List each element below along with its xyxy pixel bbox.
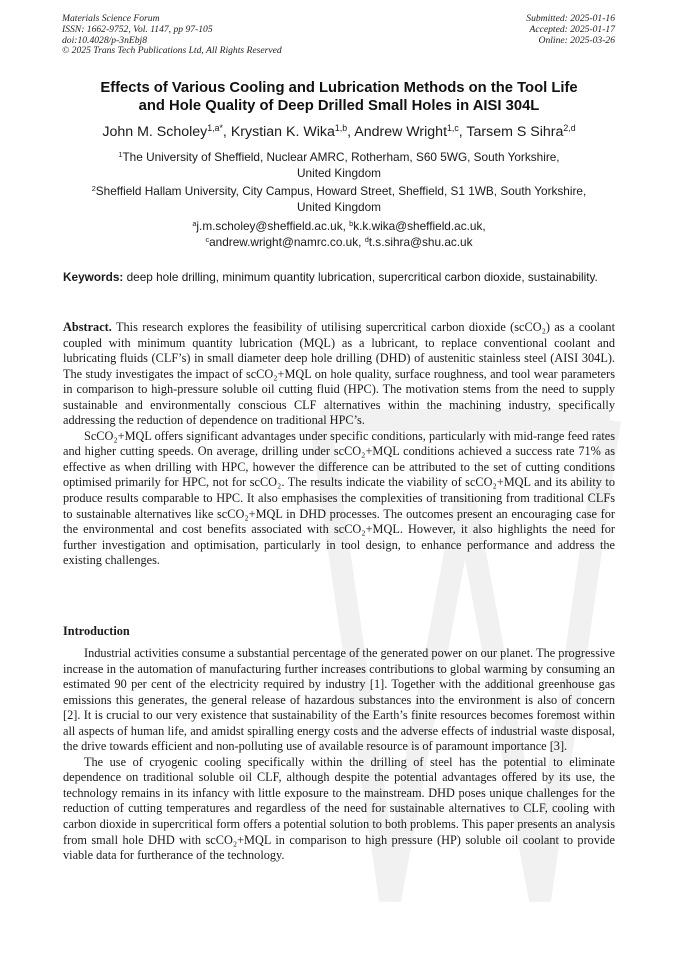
title-line-2: and Hole Quality of Deep Drilled Small Holes in AISI 304L (138, 97, 540, 114)
abstract-section (63, 320, 615, 569)
section-heading-introduction: Introduction (63, 624, 130, 638)
author-name: Tarsem S Sihra (466, 124, 564, 140)
email-link[interactable]: j.m.scholey@sheffield.ac.uk, (196, 219, 350, 233)
accepted-date: Accepted: 2025-01-17 (529, 23, 615, 35)
author-separator: , (347, 124, 355, 140)
introduction-section (63, 646, 615, 864)
abstract-text: This research explores the feasibility of utilising supercritical carbon dioxide (scCO₂) as a coolant coupled with minimum quantity lubrication (MQL) as a lubricant, to replace conventional coolant and lubricating fluids (CLF’s) in small diameter deep hole drilling (DHD) of austenitic stainless steel (AISI 304L). The study investigates the impact of scCO₂+MQL on hole quality, surface roughness, and tool wear parameters in comparison to high-pressure soluble oil cutting fluid (HPC). The motivation stems from the need to supply sustainable and environmentally conscious CLF alternatives within the machining industry, specifically addressing the reduction of dependence on traditional HPC’s. (63, 320, 615, 428)
keywords-label: Keywords: (63, 270, 124, 284)
author-affiliation-mark: 1,c (447, 123, 459, 134)
affiliation-line: Sheffield Hallam University, City Campus, Howard Street, Sheffield, S1 1WB, South Yorkshire, (95, 184, 587, 198)
email-link[interactable]: t.s.sihra@shu.ac.uk (368, 235, 473, 250)
affiliation-line: United Kingdom (297, 200, 381, 215)
author-affiliation-mark: 2,d (563, 123, 576, 134)
copyright-notice: © 2025 Trans Tech Publications Ltd, All Rights Reserved (62, 45, 282, 57)
abstract-paragraph-2: ScCO₂+MQL offers significant advantages under specific conditions, particularly with mid-range feed rates and higher cutting speeds. On average, drilling under scCO₂+MQL conditions achieved a success rate 71% as effective as when drilling with HPC, however the difference can be attributed to the set of cutting conditions optimised primarily for HPC, not for scCO₂. The results indicate the viability of scCO₂+MQL and its ability to produce results comparable to HPC. It also emphasises the complexities of transitioning from traditional CLFs to sustainable alternatives like scCO₂+MQL in DHD processes. The outcomes present an encouraging case for the environmental and cost benefits associated with scCO₂+MQL. However, it also highlights the need for further investigation and optimisation, particularly in tool design, to enhance performance and address the existing challenges. (63, 428, 615, 568)
author-affiliation-mark: 1,b (334, 123, 348, 134)
email-link[interactable]: andrew.wright@namrc.co.uk, (209, 235, 365, 250)
affiliation-line: The University of Sheffield, Nuclear AMRC, Rotherham, S60 5WG, South Yorkshire, (122, 150, 560, 164)
introduction-paragraph-2: The use of cryogenic cooling specifically within the drilling of steel has the potential to eliminate dependence on traditional soluble oil CLF, although despite the potential advantages offered by its use, the technology remains in its infancy with little exposure to the mainstream. DHD poses unique challenges for the reduction of cutting temperatures and regardless of the need for sustainable alternatives to CLF, cooling with carbon dioxide in supercritical form offers a potential solution to both problems. This paper presents an analysis from small hole DHD with scCO₂+MQL in comparison to high pressure (HP) soluble oil coolant to provide viable data for furtherance of the technology. (63, 754, 615, 863)
author-separator: , (458, 124, 467, 140)
affiliation-2 (70, 184, 608, 216)
abstract-paragraph (63, 320, 615, 429)
author-separator: , (222, 124, 231, 140)
email-mark: c (205, 235, 210, 245)
author-name: Andrew Wright (354, 124, 448, 140)
keywords-text: deep hole drilling, minimum quantity lubrication, supercritical carbon dioxide, sustainability. (123, 270, 598, 284)
author-name: John M. Scholey (102, 124, 208, 140)
online-date: Online: 2025-03-26 (538, 34, 615, 46)
journal-issn: ISSN: 1662-9752, Vol. 1147, pp 97-105 (62, 23, 213, 35)
affiliation-line: United Kingdom (297, 166, 381, 181)
paper-title (40, 80, 638, 115)
submitted-date: Submitted: 2025-01-16 (526, 13, 615, 24)
title-line-1: Effects of Various Cooling and Lubrication Methods on the Tool Life (100, 80, 578, 96)
journal-header (62, 14, 282, 57)
article-doi[interactable]: doi:10.4028/p-3nEbj8 (62, 34, 148, 46)
journal-name: Materials Science Forum (62, 13, 160, 24)
author-emails (70, 219, 608, 252)
author-list (30, 123, 648, 142)
email-mark: b (349, 218, 354, 228)
affiliation-mark: 2 (91, 183, 96, 193)
author-name: Krystian K. Wika (230, 124, 335, 140)
abstract-label: Abstract. (63, 320, 112, 334)
email-mark: a (192, 218, 197, 228)
keywords-block (63, 270, 615, 285)
dates-header (526, 14, 615, 46)
email-link[interactable]: k.k.wika@sheffield.ac.uk, (353, 219, 486, 233)
email-mark: d (364, 235, 369, 245)
author-affiliation-mark: 1,a* (207, 123, 223, 134)
affiliation-1 (70, 150, 608, 182)
affiliation-mark: 1 (118, 149, 123, 159)
introduction-paragraph-1: Industrial activities consume a substantial percentage of the generated power on our planet. The progressive increase in the automation of manufacturing further increases contributions to global warming by consuming an estimated 90 per cent of the electricity required by industry [1]. Together with the additional greenhouse gas emissions this generates, the general release of hazardous substances into the environment is also of concern [2]. It is crucial to our very existence that sustainability of the Earth’s finite resources becomes foremost within all aspects of human life, and amidst spiralling energy costs and the adverse effects of industrial waste disposal, the drive towards efficient and non-polluting use of available resource is of paramount importance [3]. (63, 646, 615, 754)
